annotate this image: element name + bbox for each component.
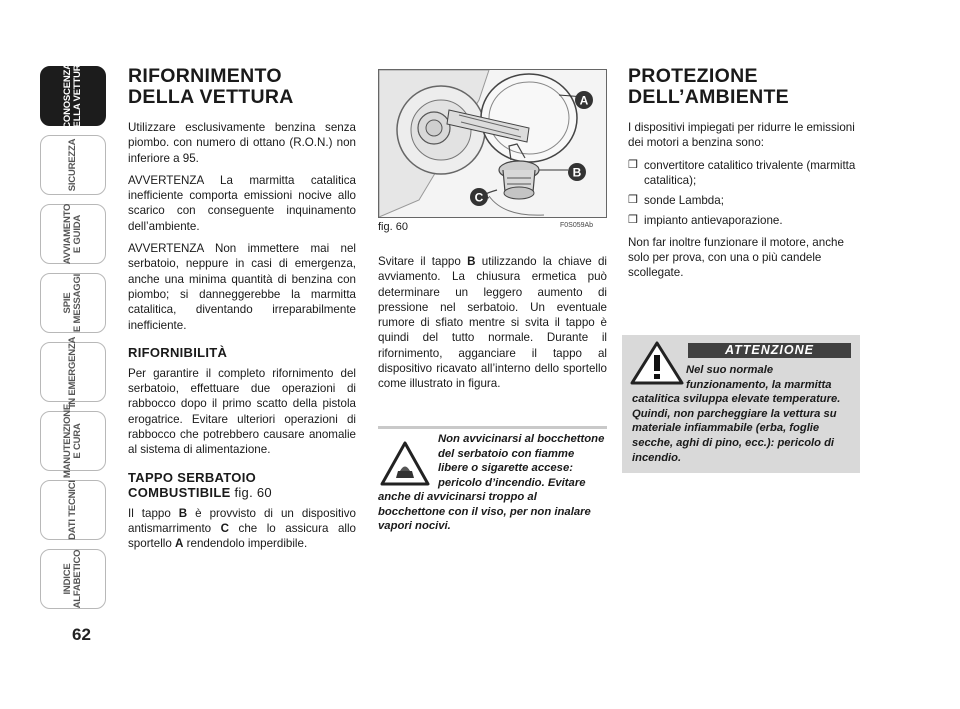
column-refuelling <box>128 66 356 559</box>
paragraph: Non far inoltre funzionare il motore, anche solo per prova, con una o più candele scollegate. <box>628 235 844 280</box>
text: Il tappo <box>128 506 179 520</box>
callout-letter: B <box>572 165 582 180</box>
paragraph: I dispositivi impiegati per ridurre le emissioni dei motori a benzina sono: <box>628 121 855 150</box>
paragraph <box>378 254 607 392</box>
column-fuel-cap <box>378 254 607 399</box>
title-line: DELLA VETTURA <box>128 86 294 108</box>
list-item: ❒ sonde Lambda; <box>628 193 856 208</box>
checklist <box>628 158 856 229</box>
section-tabs <box>40 57 106 618</box>
text: Svitare il tappo <box>378 255 468 268</box>
tab-label: INDICE ALFABETICO <box>62 549 83 609</box>
figure-reference: fig. 60 <box>234 484 272 500</box>
attention-text: Nel suo normale funzionamento, la marmitta catalitica sviluppa elevate temperature. Quindi, non parcheggiare la vettura su materiale infiammabile (erba, foglie secche, aghi di pino, ecc.): pericolo di incendio. <box>632 364 841 464</box>
fuel-cap-illustration <box>379 70 606 217</box>
attention-label: ATTENZIONE <box>688 343 851 358</box>
paragraph: Per garantire il completo rifornimento del serbatoio, effettuare due operazioni di rabbocco dopo il primo scatto della pistola erogatrice. Evitare ulteriori operazioni di rabbocco che potrebbero causare anomalie al sistema di alimentazione. <box>128 366 356 457</box>
callout-letter: C <box>474 190 484 205</box>
subheading-line: TAPPO SERBATOIO <box>128 469 257 485</box>
tab-conoscenza-della-vettura[interactable] <box>40 57 106 135</box>
divider <box>378 426 607 429</box>
tab-indice-alfabetico[interactable] <box>40 549 106 609</box>
tab-manutenzione-e-cura[interactable] <box>40 403 106 479</box>
tab-label: AVVIAMENTO E GUIDA <box>62 203 83 265</box>
subheading-rifornibilita: RIFORNIBILITÀ <box>128 344 228 360</box>
paragraph <box>128 506 356 552</box>
fire-warning-box <box>378 418 607 548</box>
paragraph: Utilizzare esclusivamente benzina senza piombo. con numero di ottano (R.O.N.) non inferiore a 95. <box>128 121 356 165</box>
tab-label: MANUTENZIONE E CURA <box>62 403 83 479</box>
title-line: DELL’AMBIENTE <box>628 86 789 108</box>
title-line: RIFORNIMENTO <box>128 65 282 87</box>
ref-letter: B <box>467 255 476 268</box>
text: che lo assicura allo sportello <box>128 521 356 551</box>
fuel-cap-figure <box>378 69 607 218</box>
tab-label: DATI TECNICI <box>67 480 78 540</box>
tab-in-emergenza[interactable] <box>40 336 106 408</box>
list-item: ❒ convertitore catalitico trivalente (marmitta catalitica); <box>628 158 856 189</box>
callout-letter: A <box>579 93 589 108</box>
icon-spacer <box>632 363 686 385</box>
title-line: PROTEZIONE <box>628 65 758 87</box>
tab-label: SPIE E MESSAGGI <box>62 273 83 333</box>
tab-spie-e-messaggi[interactable] <box>40 273 106 333</box>
attention-text-wrap <box>632 363 854 465</box>
fire-warning-icon <box>380 440 430 486</box>
paragraph: AVVERTENZA La marmitta catalitica inefficiente comporta emissioni nocive allo scarico con conseguente inquinamento dell’ambiente. <box>128 173 356 233</box>
column-environment <box>628 66 856 288</box>
page-number: 62 <box>72 625 91 644</box>
figure-label: fig. 60 <box>378 221 408 233</box>
paragraph: AVVERTENZA Non immettere mai nel serbatoio, neppure in casi di emergenza, anche una minima quantità di benzina con piombo; si danneggerebbe la marmitta catalitica, diventando irreparabilmente inefficiente. <box>128 242 356 332</box>
ref-letter: B <box>178 506 188 520</box>
text: è provvisto di un dispositivo antismarrimento <box>128 506 356 535</box>
figure-code: F0S059Ab <box>560 222 594 229</box>
tab-dati-tecnici[interactable] <box>40 480 106 540</box>
tab-label: IN EMERGENZA <box>67 336 78 408</box>
attention-box <box>622 335 860 473</box>
tab-sicurezza[interactable] <box>40 135 106 195</box>
text: utilizzando la chiave di avviamento. La chiusura ermetica può determinare un leggero aumento di pressione nel serbatoio. Un eventuale rumore di sfiato mentre si svita il tappo è quindi del tutto normale. Durante il rifornimento, agganciare il tappo al dispositivo ricavato all’interno dello sportello come illustrato in figura. <box>378 255 607 391</box>
section-title <box>128 66 356 108</box>
tab-label: SICUREZZA <box>67 138 78 192</box>
ref-letter: C <box>220 521 230 535</box>
text: rendendolo imperdibile. <box>183 537 308 551</box>
tab-avviamento-e-guida[interactable] <box>40 204 106 264</box>
subheading-line: COMBUSTIBILE <box>128 484 235 500</box>
ref-letter: A <box>175 537 184 551</box>
section-title <box>628 66 856 108</box>
subheading-tappo <box>128 470 356 500</box>
warning-text-wrap <box>378 432 607 534</box>
warning-text: Non avvicinarsi al bocchettone del serbatoio con fiamme libere o sigarette accese: pericolo d’incendio. Evitare anche di avvicinarsi troppo al bocchettone con il viso, per non inalare vapori nocivi. <box>378 433 605 532</box>
list-item: ❒ impianto antievaporazione. <box>628 213 856 228</box>
tab-label: CONOSCENZA DELLA VETTURA <box>62 57 83 135</box>
